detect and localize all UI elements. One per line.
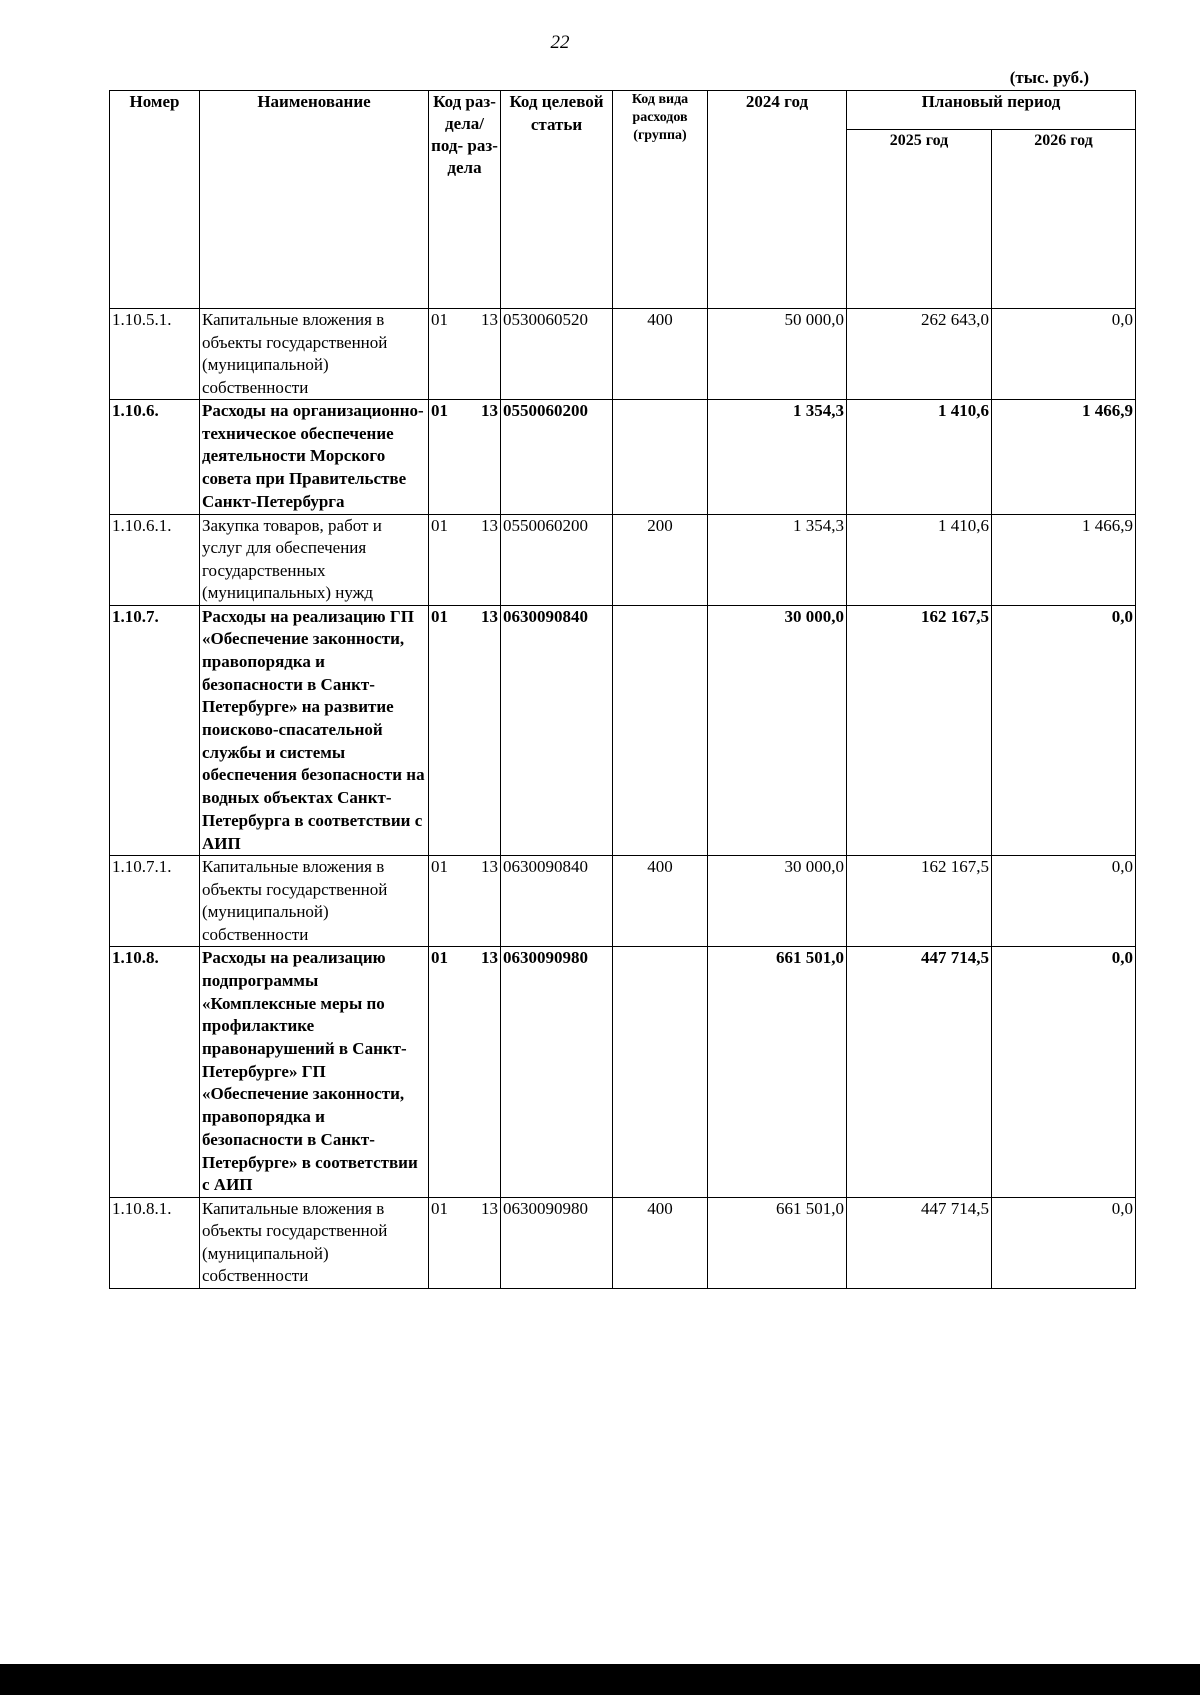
row-amount-2024: 1 354,3: [708, 514, 847, 605]
row-amount-2024: 30 000,0: [708, 856, 847, 947]
row-razdel: 01: [431, 1198, 448, 1218]
row-amount-2025: 162 167,5: [847, 856, 992, 947]
row-section-code: [429, 947, 501, 1198]
row-number: 1.10.5.1.: [110, 309, 200, 400]
row-amount-2026: 0,0: [992, 856, 1136, 947]
units-label: (тыс. руб.): [1009, 68, 1089, 87]
row-podrazdel: 13: [481, 1198, 498, 1218]
row-podrazdel: 13: [481, 310, 498, 329]
page-number: 22: [550, 32, 570, 53]
row-amount-2026: 0,0: [992, 1197, 1136, 1288]
table-row: [110, 1197, 1136, 1288]
row-razdel: 01: [431, 515, 448, 535]
row-expense-type: 400: [613, 856, 708, 947]
table-header-row: [110, 91, 1136, 130]
header-expense-type-code: Код вида расходов (группа): [613, 91, 708, 309]
row-amount-2025: 1 410,6: [847, 514, 992, 605]
row-target-code: 0630090840: [501, 856, 613, 947]
row-section-code: [429, 856, 501, 947]
row-amount-2025: 447 714,5: [847, 1197, 992, 1288]
row-expense-type: [613, 400, 708, 515]
row-podrazdel: 13: [481, 515, 498, 535]
row-number: 1.10.7.: [110, 605, 200, 856]
row-amount-2026: 0,0: [992, 947, 1136, 1198]
row-name: Капитальные вложения в объекты государственной (муниципальной) собственности: [200, 1197, 429, 1288]
row-razdel: 01: [431, 401, 448, 420]
row-podrazdel: 13: [481, 401, 498, 420]
row-expense-type: [613, 947, 708, 1198]
table-row: [110, 947, 1136, 1198]
row-amount-2024: 1 354,3: [708, 400, 847, 515]
row-section-code: [429, 1197, 501, 1288]
header-number: Номер: [110, 91, 200, 309]
row-razdel: 01: [431, 606, 448, 626]
row-razdel: 01: [431, 310, 448, 329]
row-section-code: [429, 605, 501, 856]
row-name: Расходы на реализацию подпрограммы «Комплексные меры по профилактике правонарушений в Санкт-Петербурге» ГП «Обеспечение законности, правопорядка и безопасности в Санкт-Петербурге» в соответствии с АИП: [200, 947, 429, 1198]
row-section-code: [429, 400, 501, 515]
scan-border-band: [0, 1664, 1200, 1695]
row-target-code: 0630090980: [501, 947, 613, 1198]
row-razdel: 01: [431, 948, 448, 968]
row-expense-type: 400: [613, 1197, 708, 1288]
row-expense-type: 400: [613, 309, 708, 400]
table-row: [110, 514, 1136, 605]
row-name: Расходы на реализацию ГП «Обеспечение законности, правопорядка и безопасности в Санкт-Петербурге» на развитие поисково-спасательной службы и системы обеспечения безопасности на водных объектах Санкт-Петербурга в соответствии с АИП: [200, 605, 429, 856]
table-row: [110, 605, 1136, 856]
row-section-code: [429, 514, 501, 605]
row-amount-2025: 1 410,6: [847, 400, 992, 515]
row-amount-2026: 1 466,9: [992, 514, 1136, 605]
row-amount-2024: 661 501,0: [708, 1197, 847, 1288]
row-amount-2026: 1 466,9: [992, 400, 1136, 515]
row-number: 1.10.8.: [110, 947, 200, 1198]
header-name: Наименование: [200, 91, 429, 309]
row-razdel: 01: [431, 857, 448, 877]
header-plan-period: Плановый период: [847, 91, 1136, 130]
table-row: [110, 856, 1136, 947]
row-expense-type: 200: [613, 514, 708, 605]
row-podrazdel: 13: [481, 606, 498, 626]
row-number: 1.10.8.1.: [110, 1197, 200, 1288]
table-row: [110, 400, 1136, 515]
row-target-code: 0550060200: [501, 514, 613, 605]
row-number: 1.10.6.1.: [110, 514, 200, 605]
header-year-2026: 2026 год: [992, 130, 1136, 309]
row-name: Капитальные вложения в объекты государственной (муниципальной) собственности: [200, 856, 429, 947]
row-expense-type: [613, 605, 708, 856]
row-target-code: 0630090980: [501, 1197, 613, 1288]
budget-table: [109, 90, 1136, 1289]
row-target-code: 0530060520: [501, 309, 613, 400]
row-amount-2024: 30 000,0: [708, 605, 847, 856]
row-number: 1.10.7.1.: [110, 856, 200, 947]
row-amount-2025: 162 167,5: [847, 605, 992, 856]
row-podrazdel: 13: [481, 948, 498, 968]
header-section-code: Код раз- дела/ под- раз- дела: [429, 91, 501, 309]
table-row: [110, 309, 1136, 400]
row-amount-2026: 0,0: [992, 309, 1136, 400]
row-number: 1.10.6.: [110, 400, 200, 515]
row-podrazdel: 13: [481, 857, 498, 877]
row-amount-2024: 661 501,0: [708, 947, 847, 1198]
header-year-2025: 2025 год: [847, 130, 992, 309]
row-amount-2025: 447 714,5: [847, 947, 992, 1198]
header-year-2024: 2024 год: [708, 91, 847, 309]
row-section-code: [429, 309, 501, 400]
row-amount-2024: 50 000,0: [708, 309, 847, 400]
row-name: Капитальные вложения в объекты государственной (муниципальной) собственности: [200, 309, 429, 400]
header-target-code: Код целевой статьи: [501, 91, 613, 309]
row-target-code: 0630090840: [501, 605, 613, 856]
row-amount-2025: 262 643,0: [847, 309, 992, 400]
row-target-code: 0550060200: [501, 400, 613, 515]
row-amount-2026: 0,0: [992, 605, 1136, 856]
row-name: Расходы на организационно-техническое обеспечение деятельности Морского совета при Правительстве Санкт-Петербурга: [200, 400, 429, 515]
row-name: Закупка товаров, работ и услуг для обеспечения государственных (муниципальных) нужд: [200, 514, 429, 605]
